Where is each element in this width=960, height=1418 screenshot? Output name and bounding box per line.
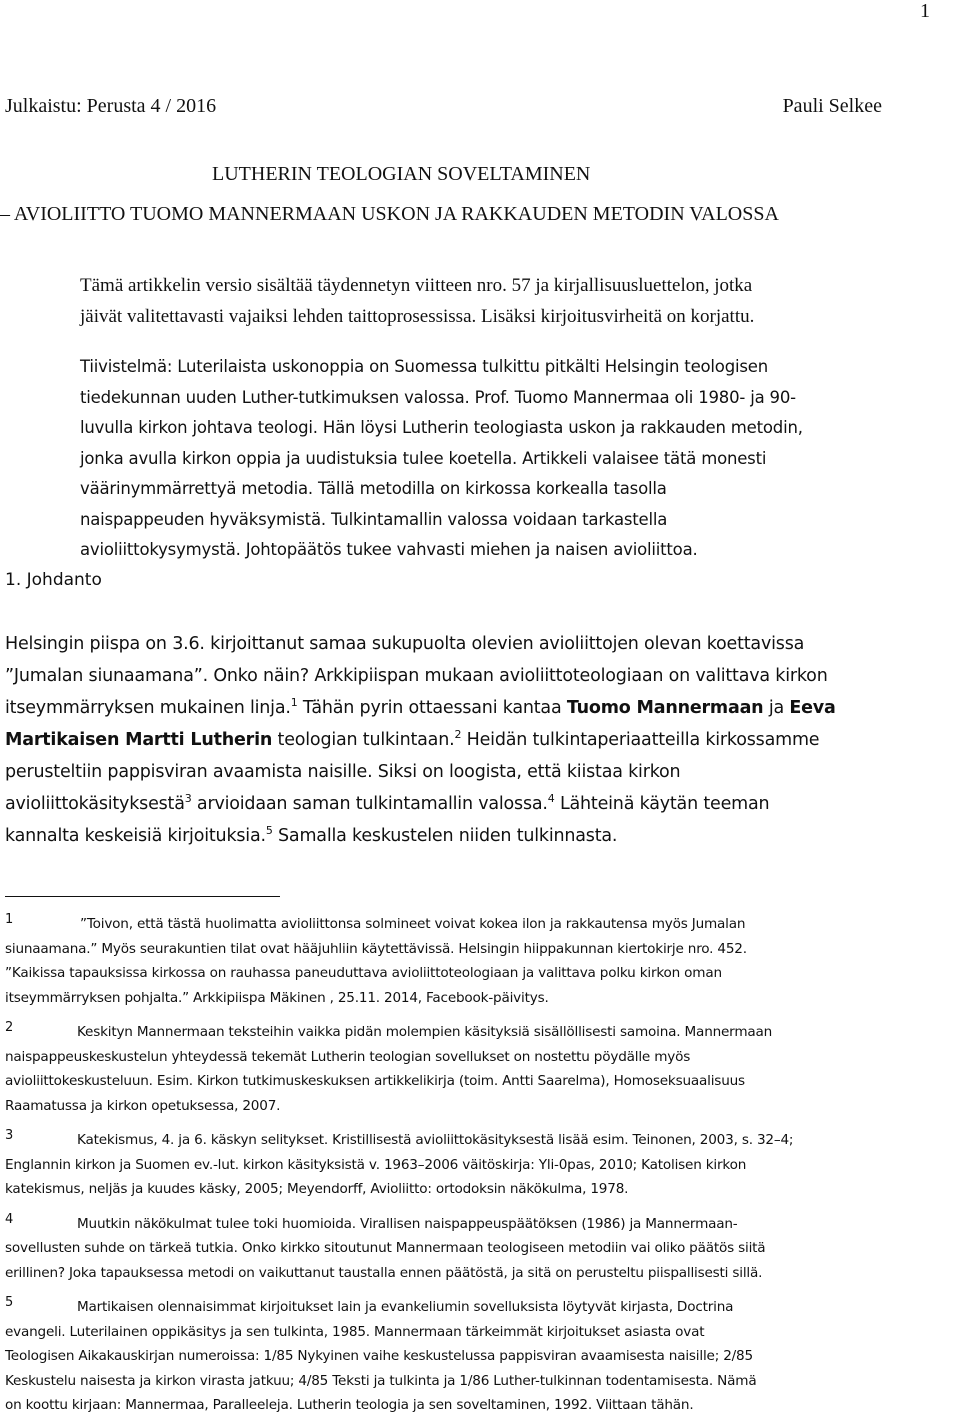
footnotes [5, 908, 960, 1418]
footnote-ref[interactable]: 2 [454, 728, 462, 742]
intro-text: Lähteinä käytän teeman [554, 794, 770, 814]
intro-text: kannalta keskeisiä kirjoituksia. [5, 826, 266, 846]
version-note-line: jäivät valitettavasti vajaiksi lehden taittoprosessissa. Lisäksi kirjoitusvirheitä on korjattu. [80, 306, 755, 327]
footnote-2 [5, 1016, 960, 1118]
intro-line: Helsingin piispa on 3.6. kirjoittanut samaa sukupuolta olevien avioliittojen olevan koettavissa [5, 634, 805, 654]
intro-text: Tähän pyrin ottaessani kantaa [297, 698, 567, 718]
footnote-mark: 3 [5, 1128, 14, 1143]
abstract-line: tiedekunnan uuden Luther-tutkimuksen valossa. Prof. Tuomo Mannermaa oli 1980- ja 90- [80, 387, 796, 407]
footnote-1 [5, 908, 960, 1010]
abstract-line: naispappeuden hyväksymistä. Tulkintamallin valossa voidaan tarkastella [80, 509, 668, 529]
footnote-5 [5, 1291, 960, 1418]
footnote-text: Katekismus, 4. ja 6. käskyn selitykset. Kristillisestä avioliittokäsityksestä lisää esim. Teinonen, 2003, s. 32–4; [77, 1132, 794, 1148]
footnote-ref[interactable]: 4 [547, 792, 555, 806]
footnote-line: avioliittokeskusteluun. Esim. Kirkon tutkimuskeskuksen artikkelikirja (toim. Antti Saarelma), Homoseksuaalisuus [5, 1073, 745, 1089]
article-title: LUTHERIN TEOLOGIAN SOVELTAMINEN [212, 163, 591, 185]
footnote-ref[interactable]: 5 [265, 824, 273, 838]
intro-line [5, 692, 955, 724]
footnote-line: Teologisen Aikakauskirjan numeroissa: 1/85 Nykyinen vaihe keskustelussa pappisviran avaamisesta naisille; 2/85 [5, 1348, 753, 1364]
publication-info: Julkaistu: Perusta 4 / 2016 [5, 95, 217, 117]
intro-line: ”Jumalan siunaamana”. Onko näin? Arkkipiispan mukaan avioliittoteologiaan on valittava kirkon [5, 666, 828, 686]
article-subtitle: – AVIOLIITTO TUOMO MANNERMAAN USKON JA RAKKAUDEN METODIN VALOSSA [0, 203, 779, 225]
footnote-line: evangeli. Luterilainen oppikäsitys ja sen tulkinta, 1985. Mannermaan tärkeimmät kirjoitukset asiasta ovat [5, 1323, 705, 1340]
intro-bold: Tuomo Mannermaan [566, 698, 764, 718]
version-note-line: Tämä artikkelin versio sisältää täydennetyn viitteen nro. 57 ja kirjallisuusluettelon, jotka [80, 275, 753, 296]
footnote-3 [5, 1124, 960, 1202]
intro-line: perusteltiin pappisviran avaamista naisille. Siksi on loogista, että kiistaa kirkon [5, 762, 681, 782]
version-note [80, 270, 950, 332]
intro-line [5, 820, 955, 852]
footnote-text: Muutkin näkökulmat tulee toki huomioida. Virallisen naispappeuspäätöksen (1986) ja Mannermaan- [77, 1215, 738, 1232]
footnote-mark: 1 [5, 912, 14, 927]
footnote-line: katekismus, neljäs ja kuudes käsky, 2005; Meyendorff, Avioliitto: ortodoksin näkökulma, 1978. [5, 1181, 629, 1197]
intro-text: arvioidaan saman tulkintamallin valossa. [191, 794, 548, 814]
intro-bold: Eeva [789, 698, 836, 718]
footnote-line: ”Kaikissa tapauksissa kirkossa on rauhassa paneuduttava avioliittoteologiaan ja valittava polku kirkon oman [5, 965, 722, 981]
footnote-ref[interactable]: 1 [290, 696, 298, 710]
abstract-line: jonka avulla kirkon oppia ja uudistuksia tulee koetella. Artikkeli valaisee tätä monesti [80, 448, 767, 468]
footnote-text: Keskityn Mannermaan teksteihin vaikka pidän molempien käsityksiä sisällöllisesti samoina. Mannermaan [77, 1024, 773, 1040]
abstract-line: luvulla kirkon johtava teologi. Hän löysi Lutherin teologiasta uskon ja rakkauden metodin, [80, 418, 803, 437]
footnote-divider [5, 896, 280, 897]
footnote-line [5, 1016, 960, 1045]
abstract-line: väärinymmärrettyä metodia. Tällä metodilla on kirkossa korkealla tasolla [80, 479, 667, 498]
footnote-mark: 5 [5, 1295, 14, 1310]
footnote-mark: 2 [5, 1020, 14, 1035]
intro-text: itseymmärryksen mukainen linja. [5, 698, 291, 718]
footnote-line: naispappeuskeskustelun yhteydessä tekemät Lutherin teologian sovellukset on nostettu pöydälle myös [5, 1048, 691, 1065]
intro-text: teologian tulkintaan. [272, 730, 455, 750]
abstract [80, 352, 960, 566]
intro-text: avioliittokäsityksestä [5, 794, 185, 814]
intro-paragraph [5, 628, 955, 852]
footnote-ref[interactable]: 3 [184, 792, 192, 806]
footnote-line [5, 1208, 960, 1237]
footnote-line: itseymmärryksen pohjalta.” Arkkipiispa Mäkinen , 25.11. 2014, Facebook-päivitys. [5, 989, 549, 1006]
footnote-line [5, 1124, 960, 1153]
intro-text: Heidän tulkintaperiaatteilla kirkossamme [461, 730, 820, 750]
footnote-line: Raamatussa ja kirkon opetuksessa, 2007. [5, 1097, 281, 1114]
footnote-mark: 4 [5, 1211, 14, 1227]
intro-line [5, 724, 955, 756]
abstract-line: avioliittokysymystä. Johtopäätös tukee vahvasti miehen ja naisen avioliittoa. [80, 540, 698, 559]
abstract-line: Tiivistelmä: Luterilaista uskonoppia on Suomessa tulkittu pitkälti Helsingin teologisen [80, 357, 768, 376]
footnote-line: erillinen? Joka tapauksessa metodi on vaikuttanut taustalla ennen päätöstä, ja sitä on perusteltu piispallisesti sillä. [5, 1264, 763, 1281]
intro-bold: Martikaisen Martti Lutherin [5, 730, 273, 750]
footnote-line [5, 1291, 960, 1320]
footnote-line: siunaamana.” Myös seurakuntien tilat ovat hääjuhliin käytettävissä. Helsingin hiippakunnan kiertokirje nro. 452. [5, 940, 747, 957]
intro-text: ja [763, 698, 790, 718]
footnote-line: sovellusten suhde on tärkeä tutkia. Onko kirkko sitoutunut Mannermaan teologiseen metodiin vai oliko päätös siitä [5, 1240, 766, 1256]
footnote-line [5, 908, 960, 937]
footnote-text: ”Toivon, että tästä huolimatta avioliittonsa solmineet voivat kokea ilon ja rakkautensa myös Jumalan [80, 916, 746, 932]
intro-line [5, 788, 955, 820]
footnote-4 [5, 1208, 960, 1286]
page-number: 1 [920, 0, 930, 22]
author-name: Pauli Selkee [782, 95, 882, 117]
footnote-line: on koottu kirjaan: Mannermaa, Paralleeleja. Lutherin teologia ja sen soveltaminen, 1992. Viittaan tähän. [5, 1397, 694, 1413]
footnote-line: Englannin kirkon ja Suomen ev.-lut. kirkon käsityksistä v. 1963–2006 väitöskirja: Yli-0pas, 2010; Katolisen kirkon [5, 1156, 747, 1173]
footnote-line: Keskustelu naisesta ja kirkon virasta jatkuu; 4/85 Teksti ja tulkinta ja 1/86 Luther-tulkinnan todentamisesta. Nämä [5, 1372, 757, 1389]
intro-text: Samalla keskustelen niiden tulkinnasta. [272, 826, 618, 846]
section-heading: 1. Johdanto [5, 570, 102, 590]
footnote-text: Martikaisen olennaisimmat kirjoitukset lain ja evankeliumin sovelluksista löytyvät kirjasta, Doctrina [77, 1299, 734, 1315]
